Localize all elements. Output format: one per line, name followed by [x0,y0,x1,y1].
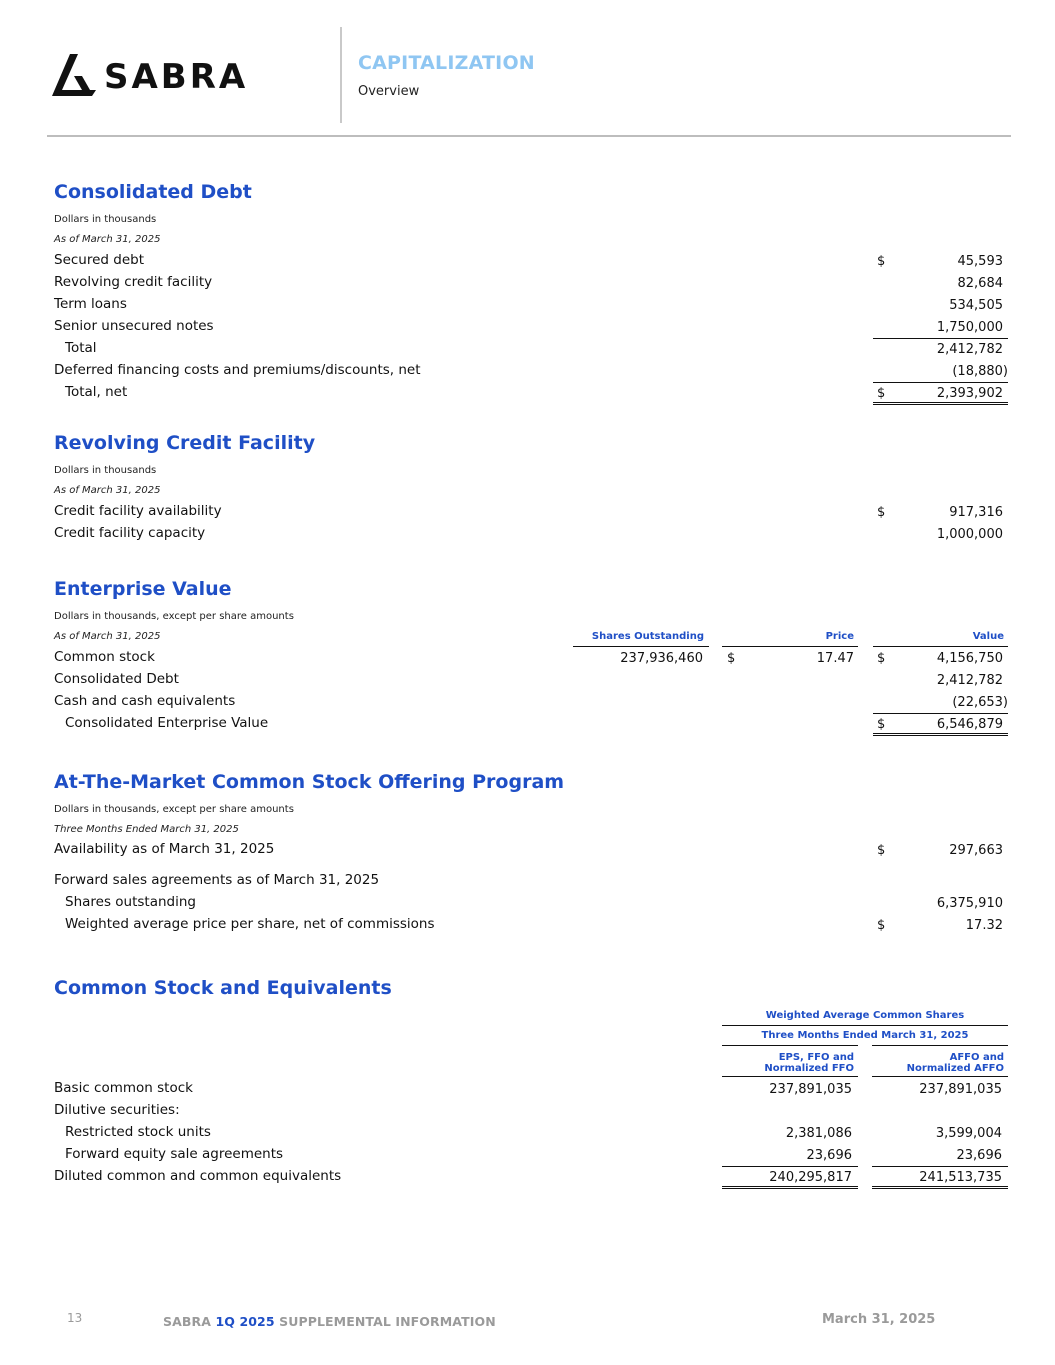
eps-value: 237,891,035 [769,1082,852,1097]
row-value: (18,880) [952,364,1008,379]
col-head-eps-line2: Normalized FFO [764,1063,854,1074]
common-row-basic [54,1080,1014,1102]
revolving-row-availability [54,503,1014,525]
row-label: Senior unsecured notes [54,318,214,334]
col-head-rule [722,646,858,647]
common-row-rsu [54,1124,1014,1146]
row-value: 2,412,782 [936,673,1003,688]
sabra-logo [52,50,297,100]
row-value: 17.32 [965,918,1003,933]
atm-note-period: Three Months Ended March 31, 2025 [54,824,239,835]
revolving-note-date: As of March 31, 2025 [54,485,161,496]
common-title: Common Stock and Equivalents [54,977,392,999]
row-label: Revolving credit facility [54,274,213,290]
row-value: 4,156,750 [936,651,1003,666]
total-double-rule [873,733,1008,736]
subtotal-rule [872,1166,1008,1167]
row-label: Deferred financing costs and premiums/discounts, net [54,362,421,378]
row-value: 1,750,000 [936,320,1003,335]
row-value: 6,375,910 [936,896,1003,911]
debt-row-senior-notes [54,318,1014,340]
footer-brand: SABRA [163,1314,212,1329]
row-value: 2,393,902 [936,386,1003,401]
subtotal-rule [873,338,1008,339]
col-head-affo-line1: AFFO and [949,1052,1004,1063]
revolving-title: Revolving Credit Facility [54,432,316,454]
debt-row-deferred [54,362,1014,384]
atm-row-availability [54,841,1014,863]
page-number: 13 [67,1311,83,1325]
row-label: Weighted average price per share, net of commissions [65,916,435,932]
col-head-price: Price [825,631,854,642]
debt-row-secured [54,252,1014,274]
col-head-value: Value [972,631,1004,642]
debt-row-total [54,340,1014,362]
col-head-affo-line2: Normalized AFFO [906,1063,1004,1074]
group-head: Weighted Average Common Shares [765,1010,965,1021]
row-value: 6,546,879 [936,717,1003,732]
col-head-eps-line1: EPS, FFO and [778,1052,854,1063]
row-label: Common stock [54,649,155,665]
col-head-shares: Shares Outstanding [591,631,704,642]
atm-row-shares [54,894,1014,916]
row-label: Restricted stock units [65,1124,211,1140]
subtotal-rule [722,1166,858,1167]
dollar-sign: $ [877,254,886,269]
row-label: Credit facility capacity [54,525,206,541]
row-value: 534,505 [949,298,1003,313]
debt-row-total-net [54,384,1014,406]
enterprise-row-common-stock [54,649,1014,671]
eps-value: 23,696 [806,1148,852,1163]
row-label: Consolidated Debt [54,671,179,687]
row-label: Shares outstanding [65,894,196,910]
price-value: 17.47 [816,651,854,666]
dollar-sign: $ [727,651,736,666]
col-head-rule [722,1076,858,1077]
header-rule [47,135,1011,137]
logo-wordmark: SABRA [104,57,249,97]
row-label: Total, net [65,384,128,400]
atm-note-units: Dollars in thousands, except per share amounts [54,804,294,815]
row-value: 45,593 [957,254,1003,269]
common-row-diluted [54,1168,1014,1190]
affo-value: 23,696 [956,1148,1002,1163]
row-label: Forward equity sale agreements [65,1146,284,1162]
common-row-dilutive-heading [54,1102,1014,1124]
dollar-sign: $ [877,386,886,401]
consolidated-debt-note-units: Dollars in thousands [54,214,157,225]
affo-value: 3,599,004 [935,1126,1002,1141]
eps-value: 240,295,817 [769,1170,852,1185]
group-head-rule [722,1025,1008,1026]
row-value: 1,000,000 [936,527,1003,542]
dollar-sign: $ [877,651,886,666]
footer-title [163,1314,496,1329]
row-value: 82,684 [957,276,1003,291]
row-label: Forward sales agreements as of March 31, 2025 [54,872,380,888]
header-divider [340,27,342,123]
period-head: Three Months Ended March 31, 2025 [761,1030,969,1041]
subtotal-rule [873,382,1008,383]
row-label: Total [65,340,97,356]
footer-date: March 31, 2025 [822,1312,936,1327]
col-head-rule [722,1045,858,1046]
enterprise-title: Enterprise Value [54,578,232,600]
consolidated-debt-title: Consolidated Debt [54,181,252,203]
enterprise-note-date: As of March 31, 2025 [54,631,161,642]
shares-value: 237,936,460 [620,651,703,666]
affo-value: 241,513,735 [919,1170,1002,1185]
debt-row-term-loans [54,296,1014,318]
col-head-rule [573,646,709,647]
row-label: Availability as of March 31, 2025 [54,841,275,857]
atm-row-forward-heading [54,872,1014,894]
col-head-rule [872,1076,1008,1077]
enterprise-row-cash [54,693,1014,715]
row-label: Term loans [54,296,127,312]
row-label: Dilutive securities: [54,1102,180,1118]
row-label: Cash and cash equivalents [54,693,236,709]
row-value: 297,663 [949,843,1003,858]
row-label: Credit facility availability [54,503,222,519]
atm-row-price [54,916,1014,938]
dollar-sign: $ [877,717,886,732]
common-row-forward-equity [54,1146,1014,1168]
dollar-sign: $ [877,505,886,520]
row-label: Diluted common and common equivalents [54,1168,342,1184]
row-label: Basic common stock [54,1080,193,1096]
debt-row-revolving [54,274,1014,296]
footer-supplemental: SUPPLEMENTAL INFORMATION [279,1314,496,1329]
enterprise-row-debt [54,671,1014,693]
enterprise-note-units: Dollars in thousands, except per share amounts [54,611,294,622]
revolving-row-capacity [54,525,1014,547]
footer-period: 1Q 2025 [215,1314,275,1329]
atm-title: At-The-Market Common Stock Offering Program [54,771,565,793]
total-double-rule [873,402,1008,405]
col-head-affo [872,1052,1004,1074]
dollar-sign: $ [877,918,886,933]
page-title: CAPITALIZATION [358,52,535,74]
row-label: Secured debt [54,252,145,268]
revolving-note-units: Dollars in thousands [54,465,157,476]
page-subtitle: Overview [358,84,420,99]
consolidated-debt-note-date: As of March 31, 2025 [54,234,161,245]
total-double-rule [872,1186,1008,1189]
col-head-eps [722,1052,854,1074]
enterprise-row-total [54,715,1014,737]
row-value: (22,653) [952,695,1008,710]
affo-value: 237,891,035 [919,1082,1002,1097]
dollar-sign: $ [877,843,886,858]
row-value: 2,412,782 [936,342,1003,357]
row-label: Consolidated Enterprise Value [65,715,269,731]
total-double-rule [722,1186,858,1189]
eps-value: 2,381,086 [785,1126,852,1141]
col-head-rule [872,1045,1008,1046]
subtotal-rule [873,713,1008,714]
row-value: 917,316 [949,505,1003,520]
col-head-rule [873,646,1008,647]
